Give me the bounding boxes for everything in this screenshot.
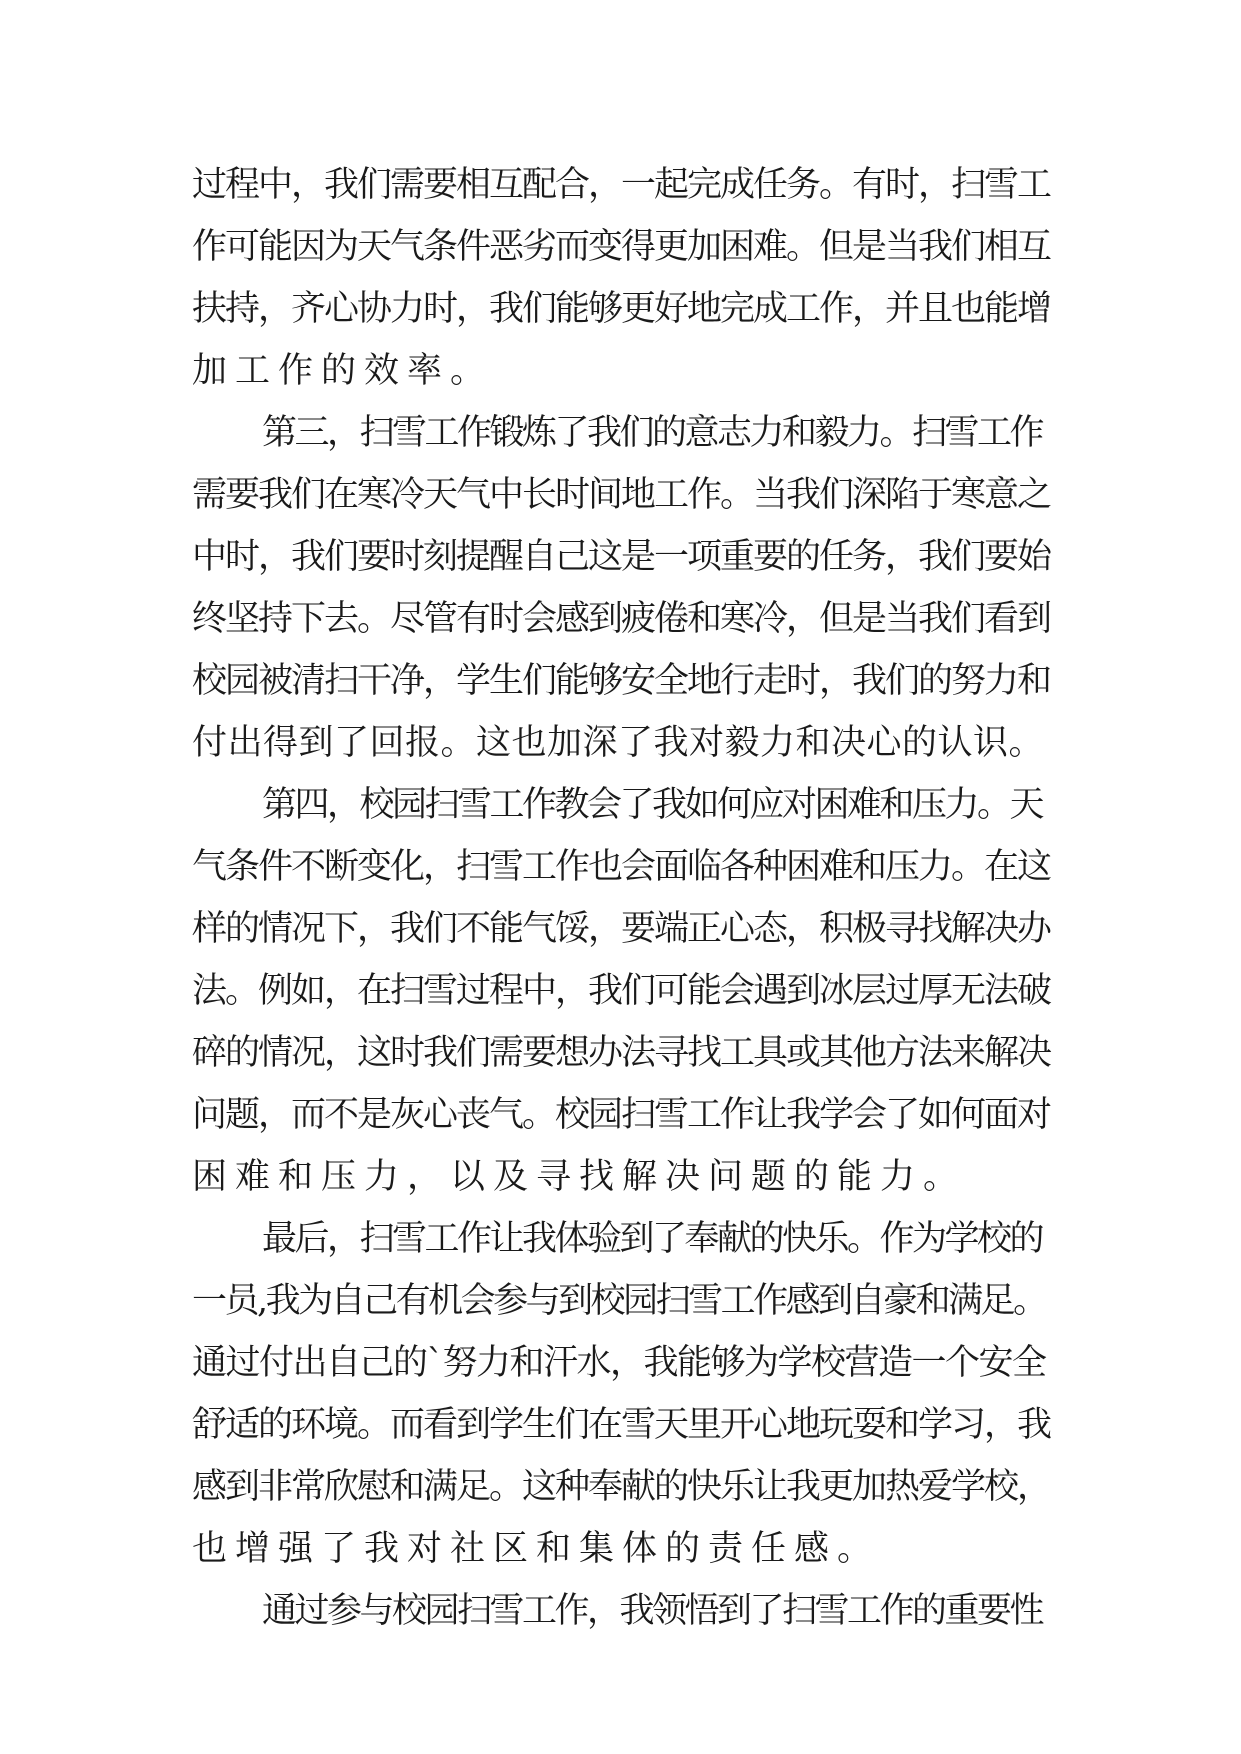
paragraph-first-line: 最后，扫雪工作让我体验到了奉献的快乐。作为学校的 [262, 1219, 1043, 1259]
text-line: 也增强了我对社区和集体的责任感。 [192, 1529, 881, 1569]
text-line: 样的情况下，我们不能气馁，要端正心态，积极寻找解决办 [192, 909, 1051, 949]
text-line: 作可能因为天气条件恶劣而变得更加困难。但是当我们相互 [192, 227, 1051, 267]
text-line: 碎的情况，这时我们需要想办法寻找工具或其他方法来解决 [192, 1033, 1051, 1073]
paragraph-first-line: 第三，扫雪工作锻炼了我们的意志力和毅力。扫雪工作 [262, 413, 1043, 453]
text-line: 中时，我们要时刻提醒自己这是一项重要的任务，我们要始 [192, 537, 1051, 577]
text-line: 需要我们在寒冷天气中长时间地工作。当我们深陷于寒意之 [192, 475, 1051, 515]
paragraph-first-line: 第四，校园扫雪工作教会了我如何应对困难和压力。天 [262, 785, 1043, 825]
text-line: 过程中，我们需要相互配合，一起完成任务。有时，扫雪工 [192, 165, 1051, 205]
body-text [192, 154, 1052, 1642]
text-line: 感到非常欣慰和满足。这种奉献的快乐让我更加热爱学校， [192, 1467, 1051, 1507]
text-line: 付出得到了回报。这也加深了我对毅力和决心的认识。 [192, 723, 1045, 763]
text-line: 加工作的效率。 [192, 351, 494, 391]
text-line: 困难和压力，以及寻找解决问题的能力。 [192, 1157, 967, 1197]
text-line: 校园被清扫干净，学生们能够安全地行走时，我们的努力和 [192, 661, 1051, 701]
text-line: 扶持，齐心协力时，我们能够更好地完成工作，并且也能增 [192, 289, 1051, 329]
text-line: 终坚持下去。尽管有时会感到疲倦和寒冷，但是当我们看到 [192, 599, 1051, 639]
text-line: 问题，而不是灰心丧气。校园扫雪工作让我学会了如何面对 [192, 1095, 1051, 1135]
text-line: 法。例如，在扫雪过程中，我们可能会遇到冰层过厚无法破 [192, 971, 1051, 1011]
text-line: 一员,我为自己有机会参与到校园扫雪工作感到自豪和满足。 [192, 1281, 1046, 1321]
paragraph-first-line: 通过参与校园扫雪工作，我领悟到了扫雪工作的重要性 [262, 1591, 1043, 1631]
text-line: 气条件不断变化，扫雪工作也会面临各种困难和压力。在这 [192, 847, 1051, 887]
text-line: 舒适的环境。而看到学生们在雪天里开心地玩耍和学习，我 [192, 1405, 1051, 1445]
text-line: 通过付出自己的`努力和汗水，我能够为学校营造一个安全 [192, 1343, 1046, 1383]
